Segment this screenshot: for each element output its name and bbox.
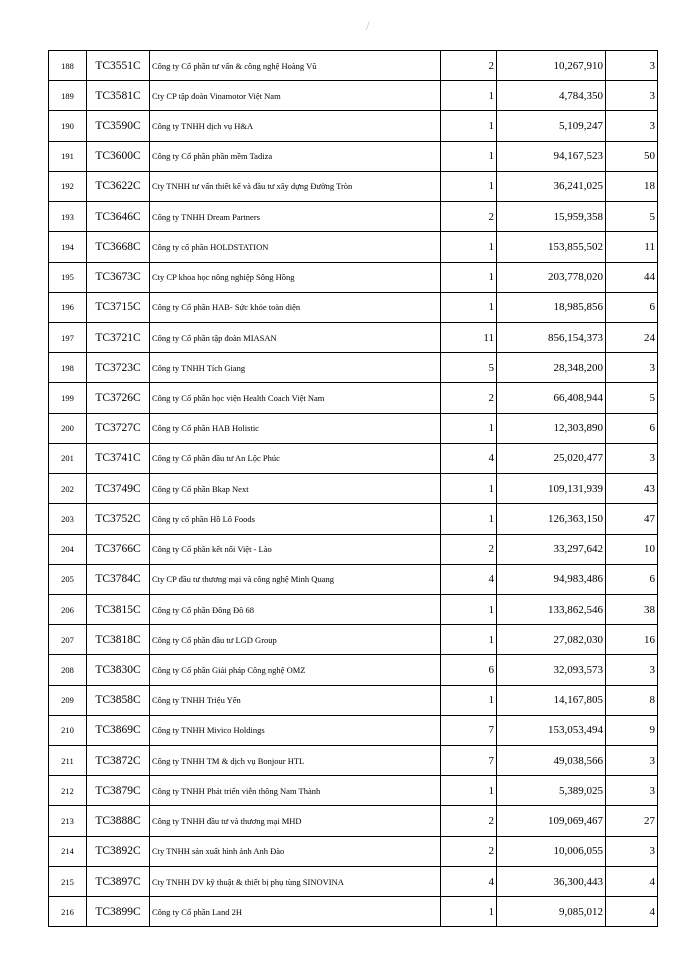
table-row xyxy=(49,292,658,322)
company-name-cell: Công ty Cổ phần Bkap Next xyxy=(150,474,441,504)
table-row xyxy=(49,685,658,715)
count-cell: 4 xyxy=(441,564,497,594)
row-number-cell: 195 xyxy=(49,262,87,292)
count-cell: 6 xyxy=(441,655,497,685)
row-number-cell: 208 xyxy=(49,655,87,685)
table-row xyxy=(49,534,658,564)
row-number-cell: 206 xyxy=(49,594,87,624)
company-code-cell: TC3830C xyxy=(87,655,150,685)
amount-cell: 4,784,350 xyxy=(497,81,606,111)
row-number-cell: 199 xyxy=(49,383,87,413)
row-number-cell: 215 xyxy=(49,866,87,896)
extra-count-cell: 6 xyxy=(606,292,658,322)
table-row xyxy=(49,746,658,776)
row-number-cell: 191 xyxy=(49,141,87,171)
amount-cell: 9,085,012 xyxy=(497,897,606,927)
count-cell: 4 xyxy=(441,866,497,896)
company-code-cell: TC3581C xyxy=(87,81,150,111)
company-name-cell: Công ty cổ phần Hồ Lô Foods xyxy=(150,504,441,534)
count-cell: 7 xyxy=(441,746,497,776)
company-name-cell: Cty TNHH tư vấn thiết kế và đầu tư xây dựng Đường Tròn xyxy=(150,171,441,201)
amount-cell: 14,167,805 xyxy=(497,685,606,715)
count-cell: 1 xyxy=(441,111,497,141)
table-row xyxy=(49,504,658,534)
extra-count-cell: 3 xyxy=(606,51,658,81)
table-row xyxy=(49,111,658,141)
page-mark: / xyxy=(366,18,370,33)
company-name-cell: Công ty Cổ phần đầu tư An Lộc Phúc xyxy=(150,443,441,473)
company-code-cell: TC3673C xyxy=(87,262,150,292)
company-code-cell: TC3600C xyxy=(87,141,150,171)
company-code-cell: TC3749C xyxy=(87,474,150,504)
table-row xyxy=(49,866,658,896)
count-cell: 2 xyxy=(441,202,497,232)
count-cell: 1 xyxy=(441,625,497,655)
row-number-cell: 190 xyxy=(49,111,87,141)
table-row xyxy=(49,383,658,413)
company-code-cell: TC3590C xyxy=(87,111,150,141)
table-row xyxy=(49,443,658,473)
company-code-cell: TC3818C xyxy=(87,625,150,655)
company-name-cell: Công ty Cổ phần học viện Health Coach Việt Nam xyxy=(150,383,441,413)
table-row xyxy=(49,564,658,594)
company-name-cell: Cty CP khoa học nông nghiệp Sông Hồng xyxy=(150,262,441,292)
count-cell: 1 xyxy=(441,262,497,292)
company-name-cell: Công ty TNHH Dream Partners xyxy=(150,202,441,232)
row-number-cell: 210 xyxy=(49,715,87,745)
count-cell: 1 xyxy=(441,81,497,111)
amount-cell: 203,778,020 xyxy=(497,262,606,292)
company-code-cell: TC3715C xyxy=(87,292,150,322)
company-name-cell: Công ty TNHH TM & dịch vụ Bonjour HTL xyxy=(150,746,441,776)
extra-count-cell: 3 xyxy=(606,746,658,776)
company-table xyxy=(48,50,658,927)
company-name-cell: Công ty Cổ phần HAB- Sức khỏe toàn diện xyxy=(150,292,441,322)
amount-cell: 10,006,055 xyxy=(497,836,606,866)
extra-count-cell: 3 xyxy=(606,353,658,383)
count-cell: 2 xyxy=(441,836,497,866)
amount-cell: 126,363,150 xyxy=(497,504,606,534)
extra-count-cell: 43 xyxy=(606,474,658,504)
table-row xyxy=(49,715,658,745)
extra-count-cell: 16 xyxy=(606,625,658,655)
row-number-cell: 209 xyxy=(49,685,87,715)
company-code-cell: TC3551C xyxy=(87,51,150,81)
extra-count-cell: 3 xyxy=(606,81,658,111)
count-cell: 5 xyxy=(441,353,497,383)
company-name-cell: Công ty Cổ phần tư vấn & công nghệ Hoàng Vũ xyxy=(150,51,441,81)
company-name-cell: Công ty TNHH đầu tư và thương mại MHD xyxy=(150,806,441,836)
row-number-cell: 200 xyxy=(49,413,87,443)
table-row xyxy=(49,141,658,171)
amount-cell: 856,154,373 xyxy=(497,322,606,352)
company-code-cell: TC3784C xyxy=(87,564,150,594)
table-row xyxy=(49,806,658,836)
extra-count-cell: 5 xyxy=(606,202,658,232)
row-number-cell: 193 xyxy=(49,202,87,232)
count-cell: 2 xyxy=(441,806,497,836)
count-cell: 1 xyxy=(441,594,497,624)
row-number-cell: 203 xyxy=(49,504,87,534)
amount-cell: 27,082,030 xyxy=(497,625,606,655)
extra-count-cell: 3 xyxy=(606,776,658,806)
company-code-cell: TC3727C xyxy=(87,413,150,443)
company-name-cell: Công ty Cổ phần Giải pháp Công nghệ OMZ xyxy=(150,655,441,685)
company-code-cell: TC3622C xyxy=(87,171,150,201)
company-name-cell: Công ty Cổ phần đầu tư LGD Group xyxy=(150,625,441,655)
amount-cell: 5,109,247 xyxy=(497,111,606,141)
amount-cell: 12,303,890 xyxy=(497,413,606,443)
company-name-cell: Cty TNHH DV kỹ thuật & thiết bị phụ tùng SINOVINA xyxy=(150,866,441,896)
row-number-cell: 188 xyxy=(49,51,87,81)
extra-count-cell: 24 xyxy=(606,322,658,352)
row-number-cell: 197 xyxy=(49,322,87,352)
count-cell: 1 xyxy=(441,232,497,262)
company-code-cell: TC3721C xyxy=(87,322,150,352)
count-cell: 2 xyxy=(441,534,497,564)
company-name-cell: Công ty cổ phần HOLDSTATION xyxy=(150,232,441,262)
count-cell: 1 xyxy=(441,776,497,806)
extra-count-cell: 9 xyxy=(606,715,658,745)
company-name-cell: Công ty Cổ phần Land 2H xyxy=(150,897,441,927)
count-cell: 1 xyxy=(441,413,497,443)
row-number-cell: 214 xyxy=(49,836,87,866)
amount-cell: 94,167,523 xyxy=(497,141,606,171)
extra-count-cell: 10 xyxy=(606,534,658,564)
company-name-cell: Công ty TNHH dịch vụ H&A xyxy=(150,111,441,141)
amount-cell: 153,053,494 xyxy=(497,715,606,745)
amount-cell: 10,267,910 xyxy=(497,51,606,81)
amount-cell: 109,069,467 xyxy=(497,806,606,836)
count-cell: 1 xyxy=(441,504,497,534)
table-row xyxy=(49,51,658,81)
extra-count-cell: 47 xyxy=(606,504,658,534)
company-name-cell: Công ty Cổ phần HAB Holistic xyxy=(150,413,441,443)
amount-cell: 5,389,025 xyxy=(497,776,606,806)
table-row xyxy=(49,836,658,866)
table-body xyxy=(49,51,658,927)
row-number-cell: 202 xyxy=(49,474,87,504)
count-cell: 7 xyxy=(441,715,497,745)
row-number-cell: 205 xyxy=(49,564,87,594)
company-name-cell: Cty TNHH sản xuất hình ảnh Anh Đào xyxy=(150,836,441,866)
extra-count-cell: 8 xyxy=(606,685,658,715)
company-name-cell: Cty CP đầu tư thương mại và công nghệ Minh Quang xyxy=(150,564,441,594)
table-row xyxy=(49,594,658,624)
table-row xyxy=(49,897,658,927)
count-cell: 4 xyxy=(441,443,497,473)
row-number-cell: 204 xyxy=(49,534,87,564)
amount-cell: 28,348,200 xyxy=(497,353,606,383)
extra-count-cell: 44 xyxy=(606,262,658,292)
company-name-cell: Công ty Cổ phần phần mềm Tadiza xyxy=(150,141,441,171)
company-name-cell: Công ty TNHH Tích Giang xyxy=(150,353,441,383)
company-code-cell: TC3815C xyxy=(87,594,150,624)
extra-count-cell: 27 xyxy=(606,806,658,836)
company-code-cell: TC3899C xyxy=(87,897,150,927)
amount-cell: 15,959,358 xyxy=(497,202,606,232)
extra-count-cell: 18 xyxy=(606,171,658,201)
row-number-cell: 198 xyxy=(49,353,87,383)
company-name-cell: Công ty TNHH Mivico Holdings xyxy=(150,715,441,745)
amount-cell: 33,297,642 xyxy=(497,534,606,564)
company-name-cell: Công ty Cổ phần tập đoàn MIASAN xyxy=(150,322,441,352)
extra-count-cell: 4 xyxy=(606,866,658,896)
amount-cell: 32,093,573 xyxy=(497,655,606,685)
row-number-cell: 192 xyxy=(49,171,87,201)
table-row xyxy=(49,322,658,352)
row-number-cell: 211 xyxy=(49,746,87,776)
company-name-cell: Công ty TNHH Phát triển viễn thông Nam Thành xyxy=(150,776,441,806)
company-code-cell: TC3888C xyxy=(87,806,150,836)
amount-cell: 66,408,944 xyxy=(497,383,606,413)
extra-count-cell: 3 xyxy=(606,443,658,473)
amount-cell: 49,038,566 xyxy=(497,746,606,776)
count-cell: 11 xyxy=(441,322,497,352)
table-row xyxy=(49,353,658,383)
table-row xyxy=(49,655,658,685)
extra-count-cell: 50 xyxy=(606,141,658,171)
company-code-cell: TC3858C xyxy=(87,685,150,715)
count-cell: 1 xyxy=(441,474,497,504)
extra-count-cell: 3 xyxy=(606,836,658,866)
extra-count-cell: 6 xyxy=(606,413,658,443)
company-code-cell: TC3869C xyxy=(87,715,150,745)
company-code-cell: TC3892C xyxy=(87,836,150,866)
row-number-cell: 207 xyxy=(49,625,87,655)
table-row xyxy=(49,232,658,262)
row-number-cell: 194 xyxy=(49,232,87,262)
row-number-cell: 196 xyxy=(49,292,87,322)
company-code-cell: TC3646C xyxy=(87,202,150,232)
table-row xyxy=(49,413,658,443)
extra-count-cell: 3 xyxy=(606,111,658,141)
extra-count-cell: 3 xyxy=(606,655,658,685)
company-code-cell: TC3726C xyxy=(87,383,150,413)
count-cell: 1 xyxy=(441,292,497,322)
amount-cell: 133,862,546 xyxy=(497,594,606,624)
count-cell: 2 xyxy=(441,51,497,81)
company-name-cell: Công ty Cổ phần Đông Đô 68 xyxy=(150,594,441,624)
row-number-cell: 216 xyxy=(49,897,87,927)
table-row xyxy=(49,776,658,806)
amount-cell: 109,131,939 xyxy=(497,474,606,504)
row-number-cell: 213 xyxy=(49,806,87,836)
table-row xyxy=(49,262,658,292)
amount-cell: 94,983,486 xyxy=(497,564,606,594)
table-row xyxy=(49,625,658,655)
extra-count-cell: 38 xyxy=(606,594,658,624)
company-code-cell: TC3741C xyxy=(87,443,150,473)
table-row xyxy=(49,171,658,201)
company-name-cell: Công ty Cổ phần kết nối Việt - Lào xyxy=(150,534,441,564)
amount-cell: 25,020,477 xyxy=(497,443,606,473)
company-code-cell: TC3879C xyxy=(87,776,150,806)
count-cell: 1 xyxy=(441,141,497,171)
count-cell: 2 xyxy=(441,383,497,413)
row-number-cell: 201 xyxy=(49,443,87,473)
table-row xyxy=(49,474,658,504)
extra-count-cell: 11 xyxy=(606,232,658,262)
extra-count-cell: 5 xyxy=(606,383,658,413)
company-name-cell: Công ty TNHH Triệu Yến xyxy=(150,685,441,715)
extra-count-cell: 4 xyxy=(606,897,658,927)
company-code-cell: TC3668C xyxy=(87,232,150,262)
company-code-cell: TC3766C xyxy=(87,534,150,564)
count-cell: 1 xyxy=(441,171,497,201)
amount-cell: 36,241,025 xyxy=(497,171,606,201)
company-code-cell: TC3723C xyxy=(87,353,150,383)
extra-count-cell: 6 xyxy=(606,564,658,594)
row-number-cell: 189 xyxy=(49,81,87,111)
company-code-cell: TC3752C xyxy=(87,504,150,534)
amount-cell: 153,855,502 xyxy=(497,232,606,262)
count-cell: 1 xyxy=(441,685,497,715)
row-number-cell: 212 xyxy=(49,776,87,806)
company-code-cell: TC3872C xyxy=(87,746,150,776)
table-row xyxy=(49,202,658,232)
company-name-cell: Cty CP tập đoàn Vinamotor Việt Nam xyxy=(150,81,441,111)
company-code-cell: TC3897C xyxy=(87,866,150,896)
amount-cell: 36,300,443 xyxy=(497,866,606,896)
amount-cell: 18,985,856 xyxy=(497,292,606,322)
table-row xyxy=(49,81,658,111)
count-cell: 1 xyxy=(441,897,497,927)
